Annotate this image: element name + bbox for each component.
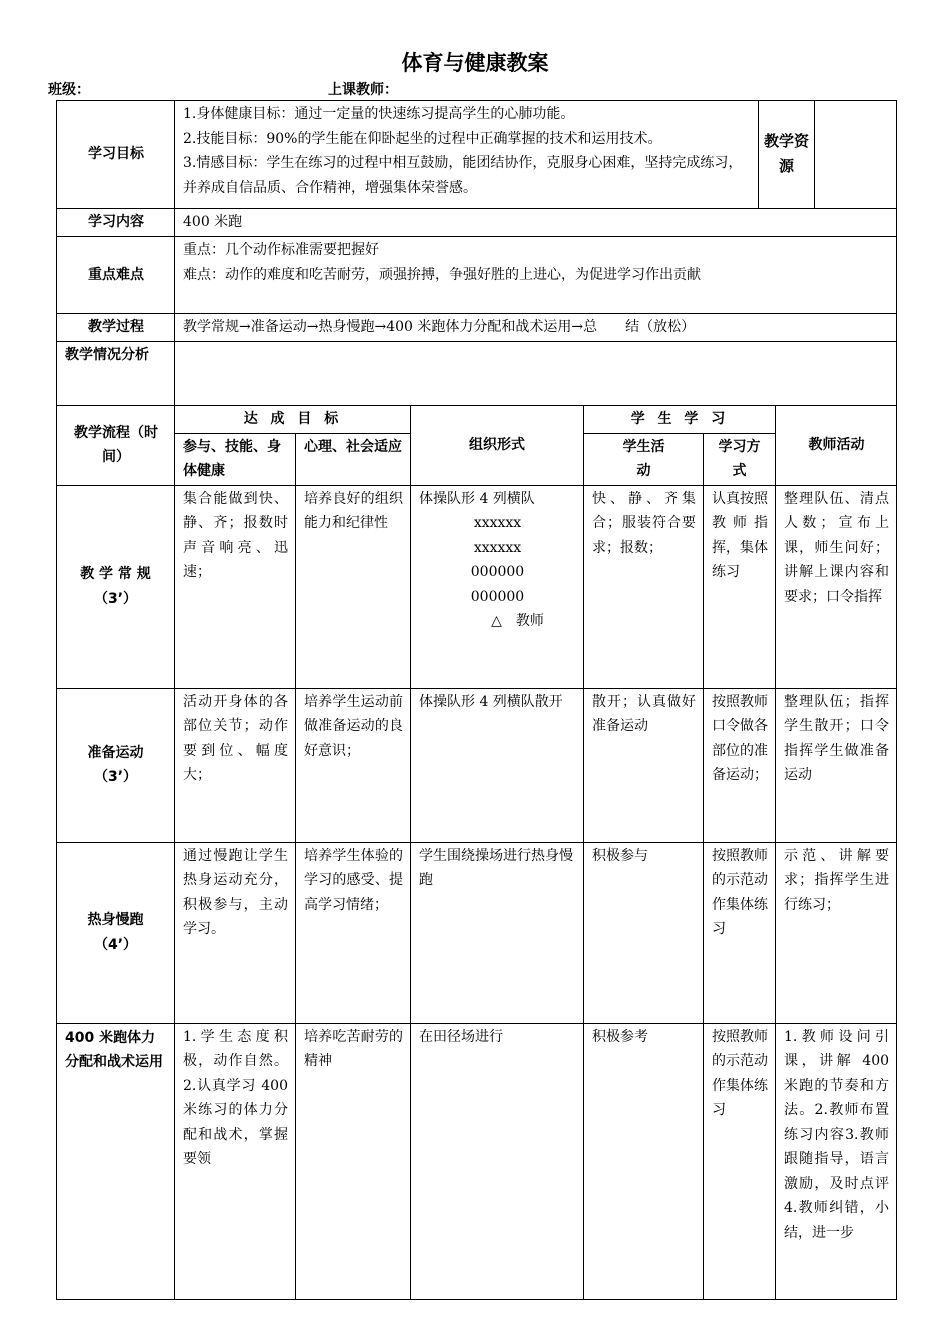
goal-a-cell: 集合能做到快、静、齐；报数时声音响亮、迅速；	[175, 485, 296, 688]
goals-group-header: 达 成 目 标	[175, 406, 411, 434]
teacher-activity-cell: 示范、讲解要求；指挥学生进行练习；	[776, 842, 897, 1023]
flow-header: 教学流程（时间）	[57, 406, 175, 486]
process-value: 教学常规→准备运动→热身慢跑→400 米跑体力分配和战术运用→总 结（放松）	[175, 314, 897, 342]
keypoints-row	[57, 237, 897, 314]
goal-b-cell: 培养良好的组织能力和纪律性	[296, 485, 411, 688]
content-label: 学习内容	[57, 209, 175, 237]
student-activity-cell: 快、静、齐集合；服装符合要求；报数；	[584, 485, 704, 688]
org-line: 000000	[470, 564, 525, 580]
goal-b-cell: 培养学生体验的学习的感受、提高学习情绪；	[296, 842, 411, 1023]
org-cell	[411, 688, 584, 842]
teacher-activity-cell: 整理队伍、清点人数；宣布上课，师生问好；讲解上课内容和要求；口令指挥	[776, 485, 897, 688]
analysis-row	[57, 342, 897, 406]
goal-b-cell: 培养吃苦耐劳的精神	[296, 1023, 411, 1299]
teacher-activity-cell: 整理队伍；指挥学生散开；口令指挥学生做准备运动	[776, 688, 897, 842]
table-row	[57, 842, 897, 1023]
org-line: xxxxxx	[473, 515, 522, 531]
table-row	[57, 1023, 897, 1299]
study-mode-cell: 认真按照教师指挥，集体练习	[704, 485, 776, 688]
goal-a-cell: 1.学生态度积极，动作自然。2.认真学习 400 米练习的体力分配和战术，掌握要领	[175, 1023, 296, 1299]
teacher-activity-cell: 1.教师设问引课，讲解 400 米跑的节奏和方法。2.教师布置练习内容3.教师跟随指导，语言激励，及时点评4.教师纠错，小结，进一步	[776, 1023, 897, 1299]
stage-label: 热身慢跑（4’）	[57, 842, 175, 1023]
goal-line-1: 1.身体健康目标：通过一定量的快速练习提高学生的心肺功能。	[183, 106, 575, 122]
student-activity-cell: 散开；认真做好准备运动	[584, 688, 704, 842]
goals-row	[57, 101, 897, 209]
org-line: △ 教师	[491, 613, 544, 629]
lesson-plan-table	[56, 100, 897, 1300]
study-mode-cell: 按照教师的示范动作集体练习	[704, 1023, 776, 1299]
keypoint-line-1: 重点：几个动作标准需要把握好	[183, 242, 379, 258]
goal-line-2: 2.技能目标：90%的学生能在仰卧起坐的过程中正确掌握的技术和运用技术。	[183, 130, 662, 147]
analysis-label: 教学情况分析	[57, 342, 175, 406]
document-title: 体育与健康教案	[401, 51, 549, 75]
goal-b-header: 心理、社会适应	[296, 433, 411, 485]
org-cell	[411, 842, 584, 1023]
resource-label: 教学资源	[759, 101, 815, 208]
stage-label: 400 米跑体力分配和战术运用	[57, 1023, 175, 1299]
org-cell	[411, 485, 584, 688]
student-activity-cell: 积极参与	[584, 842, 704, 1023]
teacher-activity-header: 教师活动	[776, 406, 897, 486]
goals-text	[175, 101, 759, 208]
goal-line-3: 3.情感目标：学生在练习的过程中相互鼓励，能团结协作，克服身心困难，坚持完成练习，并养成自信品质、合作精神，增强集体荣誉感。	[183, 155, 743, 196]
table-row	[57, 485, 897, 688]
keypoint-line-2: 难点：动作的难度和吃苦耐劳，顽强拚搏，争强好胜的上进心，为促进学习作出贡献	[183, 266, 701, 283]
content-value: 400 米跑	[175, 209, 897, 237]
student-activity-cell: 积极参考	[584, 1023, 704, 1299]
goal-a-cell: 通过慢跑让学生热身运动充分，积极参与，主动学习。	[175, 842, 296, 1023]
analysis-value	[175, 342, 897, 406]
goal-a-header: 参与、技能、身体健康	[175, 433, 296, 485]
goals-label: 学习目标	[57, 101, 175, 209]
student-activity-header: 学生活动	[584, 433, 704, 485]
study-mode-cell: 按照教师口令做各部位的准备运动；	[704, 688, 776, 842]
org-header: 组织形式	[411, 406, 584, 486]
org-line: xxxxxx	[473, 539, 522, 556]
org-line: 体操队形 4 列横队	[419, 490, 535, 507]
stage-label: 教 学 常 规（3’）	[57, 485, 175, 688]
org-line: 体操队形 4 列横队散开	[419, 693, 563, 710]
flow-header-row-1	[57, 406, 897, 434]
stage-label: 准备运动（3’）	[57, 688, 175, 842]
org-line: 在田径场进行	[419, 1028, 503, 1045]
goal-b-cell: 培养学生运动前做准备运动的良好意识；	[296, 688, 411, 842]
org-line: 学生围绕操场进行热身慢跑	[419, 847, 573, 888]
study-mode-header: 学习方式	[704, 433, 776, 485]
student-group-header: 学 生 学 习	[584, 406, 776, 434]
table-row	[57, 688, 897, 842]
class-label: 班级：	[48, 82, 90, 98]
content-row	[57, 209, 897, 237]
resource-value	[815, 101, 896, 208]
goal-a-cell: 活动开身体的各部位关节；动作要到位、幅度大；	[175, 688, 296, 842]
teacher-label: 上课教师：	[328, 82, 398, 98]
org-line: 000000	[470, 588, 525, 605]
keypoints-label: 重点难点	[57, 237, 175, 314]
process-label: 教学过程	[57, 314, 175, 342]
org-cell	[411, 1023, 584, 1299]
study-mode-cell: 按照教师的示范动作集体练习	[704, 842, 776, 1023]
process-row	[57, 314, 897, 342]
